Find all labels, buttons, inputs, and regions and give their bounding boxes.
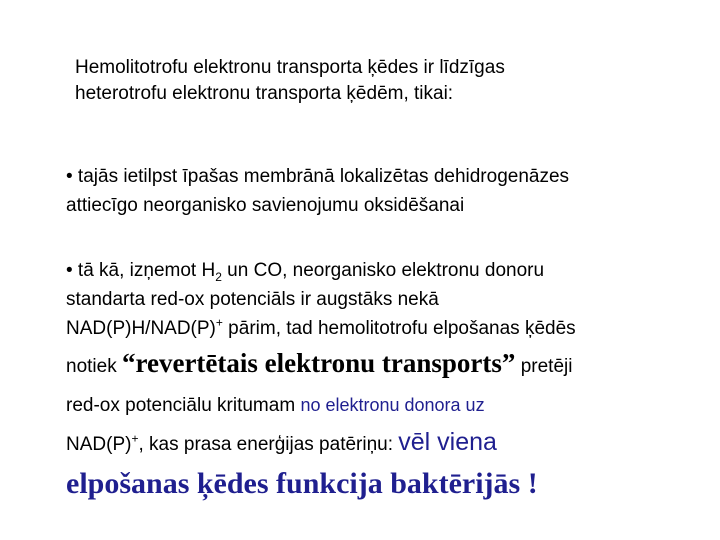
bullet1-line-1: • tajās ietilpst īpašas membrānā lokalizētas dehidrogenāzes [66,166,570,187]
bullet2-line-6-text-b: , kas prasa enerģijas patēriņu: [138,434,399,455]
bullet2-line-3 [66,314,711,343]
bullet2-line-3-text-a: NAD(P)H/NAD(P) [66,318,216,339]
reverse-transport-emphasis: “revertētais elektronu transports” [121,348,516,378]
another-function-blue-text: vēl viena [398,428,497,456]
bullet2-line-4-text-b: pretēji [515,356,573,377]
bullet2-line-5 [66,387,711,424]
bullet-point-2 [66,256,711,509]
bullet2-line-2: standarta red-ox potenciāls ir augstāks nekā [66,289,439,310]
bullet2-line-3-text-b: pārim, tad hemolitotrofu elpošanas ķēdēs [222,318,576,339]
bullet2-line-1-text-b: un CO, neorganisko elektronu donoru [221,260,545,281]
bullet2-line-4-text-a: notiek [66,356,122,377]
nadp-superscript-2: + [131,431,139,446]
intro-line-2: heterotrofu elektronu transporta ķēdēm, tikai: [75,83,454,104]
intro-paragraph [75,55,695,107]
bullet2-line-7 [66,463,711,509]
h2-subscript: 2 [215,269,222,284]
intro-line-1: Hemolitotrofu elektronu transporta ķēdes ir līdzīgas [75,57,505,78]
bullet2-line-1-text-a: • tā kā, izņemot H [66,260,216,281]
bullet2-line-6-text-a: NAD(P) [66,434,132,455]
bullet2-line-6 [66,424,711,463]
bullet2-line-4 [66,343,711,387]
bullet1-line-2: attiecīgo neorganisko savienojumu oksidēšanai [66,195,465,216]
donor-to-nadp-blue-text: no elektronu donora uz [300,395,485,415]
respiratory-chain-function-conclusion: elpošanas ķēdes funkcija baktērijās ! [66,467,538,500]
nadp-superscript: + [215,315,223,330]
bullet2-line-1 [66,256,711,285]
bullet2-line-5-text-a: red-ox potenciālu kritumam [66,395,301,416]
bullet-point-1 [66,162,706,220]
